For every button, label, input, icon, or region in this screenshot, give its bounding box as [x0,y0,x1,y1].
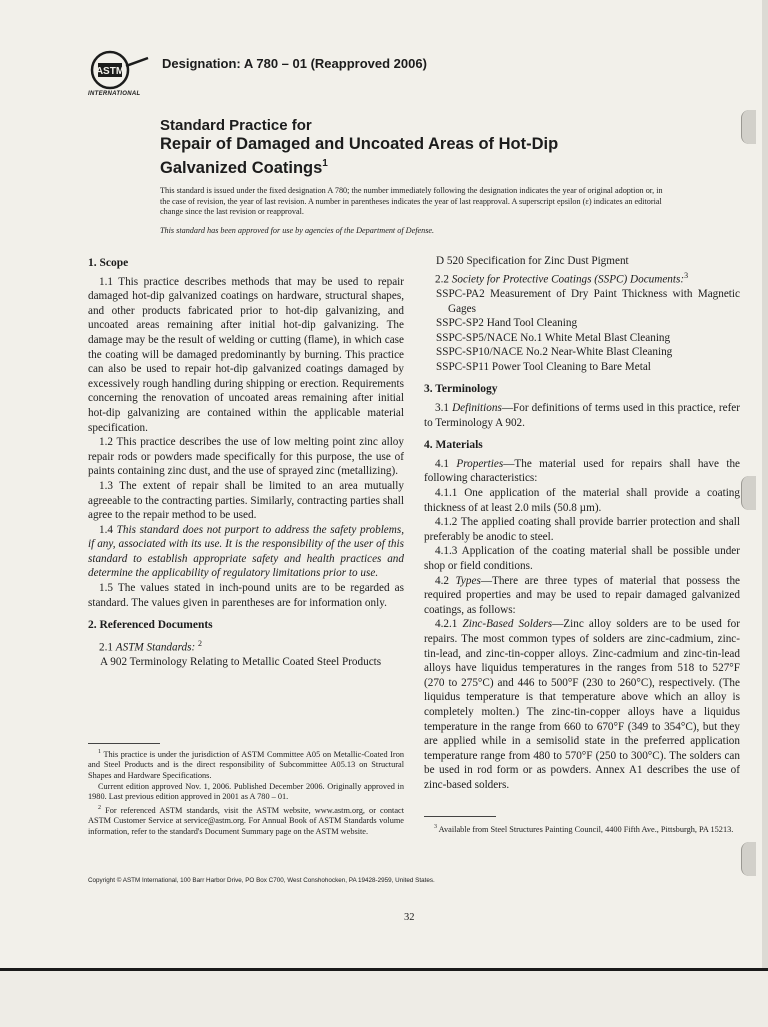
section-heading-materials: 4. Materials [424,439,483,452]
paragraph-2-2-text: Society for Protective Coatings (SSPC) Documents: [451,273,685,286]
page-bottom-edge [0,968,768,1027]
footnote-2-mark: 2 [98,804,101,811]
paragraph-4-1-label: Properties [456,457,504,470]
binder-tab-bottom [741,842,756,876]
title-line-2: Repair of Damaged and Uncoated Areas of Hot-Dip [160,135,559,153]
paragraph-4-2-1-number: 4.2.1 [435,618,458,631]
reference-sspc-sp11: SSPC-SP11 Power Tool Cleaning to Bare Metal [436,360,651,373]
reference-sspc-pa2: SSPC-PA2 Measurement of Dry Paint Thickness with Magnetic Gages [436,287,740,315]
paragraph-1-3: 1.3 The extent of repair shall be limited to an area mutually agreeable to the contracting parties. Similarly, contracting parties shall agree to the repair method to be used. [88,479,404,522]
footnote-1-edition: Current edition approved Nov. 1, 2006. Published December 2006. Originally approved in 1980. Last previous edition approved in 2001 as A 780 – 01. [88,781,404,802]
footnote-3-text: Available from Steel Structures Painting Council, 4400 Fifth Ave., Pittsburgh, PA 15213. [438,824,734,834]
title-footnote-mark: 1 [322,158,328,169]
paragraph-4-1 [424,457,740,486]
paragraph-4-1-2: 4.1.2 The applied coating shall provide barrier protection and shall preferably be anodic to steel. [424,516,740,543]
document-title [160,117,680,178]
title-line-3 [160,154,680,178]
paragraph-2-1-text: ASTM Standards: [115,641,196,654]
designation: Designation: A 780 – 01 (Reapproved 2006) [162,56,427,71]
footnote-2 [88,803,404,838]
paragraph-4-2-1 [424,617,740,792]
footnote-3 [424,822,740,835]
reference-sspc-sp5: SSPC-SP5/NACE No.1 White Metal Blast Cleaning [436,331,671,344]
paragraph-2-1-number: 2.1 [99,641,113,654]
binder-tab-top [741,110,756,144]
paragraph-4-2-1-text: —Zinc alloy solders are to be used for repairs. The most common types of solders are zinc-cadmium, zinc-tin-lead, and zinc-tin-copper alloys. Zinc-cadmium and zinc-tin-lead alloys have liquidus temperatures in the ranges from 518 to 527°F (270 to 275°C) and 446 to 500°F (230 to 260°C), respectively. (The liquidus temperature is that temperature above which an alloy is completely molten.) The zinc-tin-copper alloys have a liquidus temperature in the range from 660 to 670°F (349 to 354°C), but they are applied while in a semisolid state in the preferred application temperature range from 480 to 570°F (250 to 300°C). The solders can be used in rod form or as powders. Annex A1 describes the use of zinc-based solders. [424,618,740,791]
title-line-1: Standard Practice for [160,117,312,134]
reference-sspc-sp10: SSPC-SP10/NACE No.2 Near-White Blast Cleaning [436,346,673,359]
defense-approval-note: This standard has been approved for use by agencies of the Department of Defense. [160,226,435,235]
footnote-rule-left [88,743,160,744]
paragraph-1-2: 1.2 This practice describes the use of low melting point zinc alloy repair rods or powders made specifically for this purpose, the use of paints containing zinc dust, and the use of sprayed zinc (metallizing). [88,436,404,478]
page-number: 32 [404,912,415,923]
paragraph-3-1 [424,401,740,430]
left-column [88,256,404,670]
paragraph-2-2-footnote-mark: 3 [684,270,689,280]
paragraph-4-1-number: 4.1 [435,457,449,470]
section-heading-referenced-documents: 2. Referenced Documents [88,619,213,632]
paragraph-2-2-number: 2.2 [435,273,449,286]
paragraph-4-2-label: Types [455,574,481,587]
title-line-3-text: Galvanized Coatings [160,159,323,177]
footnote-1-mark: 1 [98,749,101,755]
footnote-3-mark: 3 [434,824,437,830]
paragraph-4-2-number: 4.2 [435,574,449,587]
paragraph-4-2 [424,574,740,618]
paragraph-2-1 [88,637,404,655]
section-heading-terminology: 3. Terminology [424,383,498,396]
reference-a902: A 902 Terminology Relating to Metallic Coated Steel Products [100,656,382,669]
paragraph-1-4-text: This standard does not purport to address the safety problems, if any, associated with its use. It is the responsibility of the user of this standard to establish appropriate safety and health practices and determine the applicability of regulatory limitations prior to use. [88,523,404,580]
paragraph-4-1-3: 4.1.3 Application of the coating material shall be possible under shop or field conditions. [424,545,740,573]
paragraph-2-1-footnote-mark: 2 [198,638,203,648]
footnote-2-text: For referenced ASTM standards, visit the ASTM website, www.astm.org, or contact ASTM Customer Service at service@astm.org. For Annual Book of ASTM Standards volume information, refer to the standard's Document Summary page on the ASTM website. [88,805,404,836]
reference-sspc-sp2: SSPC-SP2 Hand Tool Cleaning [436,317,578,330]
right-column [424,254,740,793]
paragraph-4-2-text: —There are three types of material that possess the required properties and may be used to repair damaged galvanized coatings, as follows: [424,574,740,616]
copyright-line: Copyright © ASTM International, 100 Barr Harbor Drive, PO Box C700, West Conshohocken, PA 19428-2959, United States. [88,877,435,884]
footnote-1-text: This practice is under the jurisdiction of ASTM Committee A05 on Metallic-Coated Iron and Steel Products and is the direct responsibility of Subcommittee A05.13 on Structural Shapes and Hardware Specifications. [88,749,404,780]
section-heading-scope: 1. Scope [88,257,129,269]
paragraph-3-1-text: —For definitions of terms used in this practice, refer to Terminology A 902. [424,402,740,429]
left-footnotes [88,747,404,837]
paragraph-4-2-1-label: Zinc-Based Solders [462,618,553,631]
logo-text: ASTM [95,66,125,77]
logo-subtext: INTERNATIONAL [88,91,141,97]
paragraph-3-1-label: Definitions [452,402,502,415]
paragraph-4-1-1: 4.1.1 One application of the material shall provide a coating thickness of at least 2.0 mils (50.8 µm). [424,487,740,514]
paragraph-2-2 [424,269,740,287]
paragraph-1-4-number: 1.4 [99,523,113,536]
binder-tab-middle [741,476,756,510]
reference-d520: D 520 Specification for Zinc Dust Pigment [436,255,629,267]
paragraph-4-1-text: —The material used for repairs shall have the following characteristics: [424,457,741,485]
paragraph-1-5: 1.5 The values stated in inch-pound units are to be regarded as standard. The values given in parentheses are for information only. [88,582,404,609]
paragraph-1-4 [88,523,404,581]
issuance-notice: This standard is issued under the fixed designation A 780; the number immediately following the designation indicates the year of original adoption or, in the case of revision, the year of last revision. A number in parentheses indicates the year of last reapproval. A superscript epsilon (ε) indicates an editorial change since the last revision or reapproval. [160,186,663,216]
paragraph-3-1-number: 3.1 [435,402,449,415]
footnote-rule-right [424,816,496,817]
right-footnotes [424,822,740,835]
footnote-1 [88,747,404,782]
paragraph-1-1: 1.1 This practice describes methods that may be used to repair damaged hot-dip galvanized coatings on hardware, structural shapes, and other products fabricated prior to hot-dip galvanizing, and uncoated areas remaining after initial hot-dip galvanizing. The damage may be the result of welding or cutting (flame), in which case the coating will be damaged predominantly by burning. This practice can also be used to repair hot-dip galvanized coatings damaged by excessively rough handling during shipping or erection. Requirements concerning the renovation of uncoated areas remaining after initial hot-dip galvanizing are contained within the applicable material specification. [88,275,404,434]
